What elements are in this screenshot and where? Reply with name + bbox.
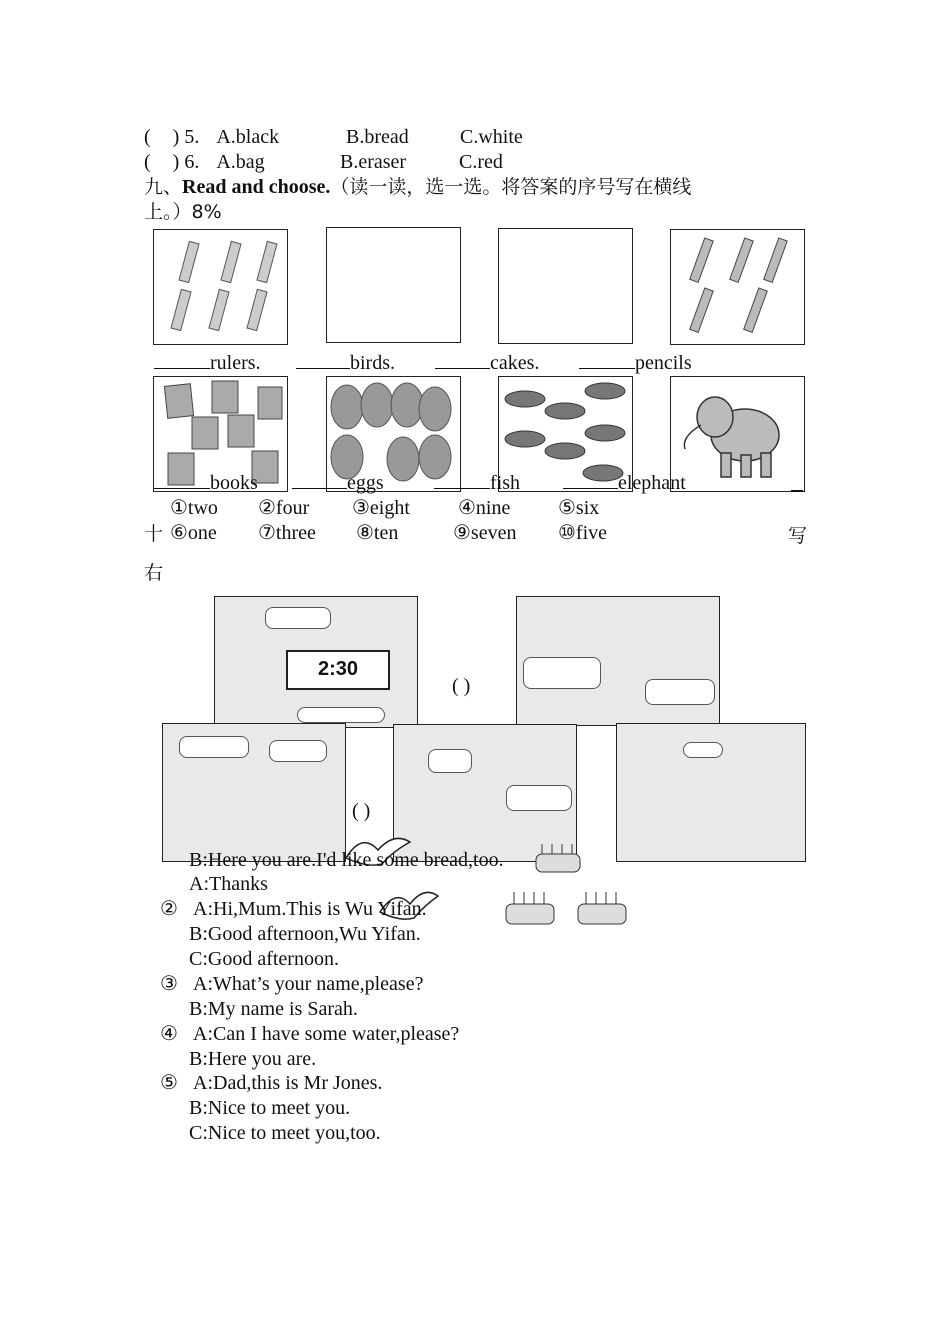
mc-6-option-b: B.eraser xyxy=(340,151,407,173)
mc-5-option-b: B.bread xyxy=(346,126,409,148)
cake-icon xyxy=(574,888,630,928)
dialog-2-line-b: B:Good afternoon,Wu Yifan. xyxy=(189,923,421,945)
scene-exchange-picture xyxy=(162,723,346,862)
speech-bubble xyxy=(428,749,472,773)
option-1: ①two xyxy=(170,497,218,519)
label-eggs: eggs xyxy=(292,470,384,495)
dialog-2-line-c: C:Good afternoon. xyxy=(189,948,339,970)
scene-cafe-picture xyxy=(516,596,720,726)
section-10-right-char: 写 xyxy=(788,525,808,547)
dialog-5-line-c: C:Nice to meet you,too. xyxy=(189,1122,381,1144)
option-8: ⑧ten xyxy=(356,522,399,544)
speech-bubble xyxy=(265,607,331,629)
mc-item-5: ( ) 5. A.black xyxy=(144,126,280,148)
mc-item-6: ( ) 6. A.bag xyxy=(144,151,265,173)
cake-icon xyxy=(502,888,558,928)
elephant-image xyxy=(671,377,804,491)
option-7: ⑦three xyxy=(258,522,316,544)
dialog-4-line-b: B:Here you are. xyxy=(189,1048,317,1070)
dialog-3-number: ③ xyxy=(160,973,178,995)
label-elephant-tail-line xyxy=(791,490,803,492)
rulers-image xyxy=(154,230,287,344)
label-books: books xyxy=(154,470,258,495)
option-4: ④nine xyxy=(458,497,511,519)
dialog-5-line-b: B:Nice to meet you. xyxy=(189,1097,351,1119)
cakes-picture-empty xyxy=(498,228,633,344)
speech-bubble xyxy=(683,742,723,758)
mc-6-option-c: C.red xyxy=(459,151,503,173)
dialog-2-number: ② xyxy=(160,898,178,920)
section-10-prefix: 十 xyxy=(144,523,164,545)
label-elephant: elephant xyxy=(563,470,686,495)
option-9: ⑨seven xyxy=(453,522,517,544)
cake-icon xyxy=(530,840,586,876)
rulers-picture xyxy=(153,229,288,345)
birds-picture-empty xyxy=(326,227,461,343)
speech-bubble xyxy=(297,707,385,723)
label-cakes: cakes. xyxy=(435,350,539,375)
speech-bubble xyxy=(506,785,572,811)
dialog-2-line-a: A:Hi,Mum.This is Wu Yifan. xyxy=(193,898,427,920)
elephant-picture xyxy=(670,376,805,492)
answer-paren-2: ( ) xyxy=(352,800,371,822)
mc-5-option-c: C.white xyxy=(460,126,523,148)
option-10: ⑩five xyxy=(558,522,608,544)
dialog-4-number: ④ xyxy=(160,1023,178,1045)
dialog-1-line-a: A:Thanks xyxy=(189,873,268,895)
dialog-3-line-b: B:My name is Sarah. xyxy=(189,998,358,1020)
label-pencils: pencils xyxy=(579,350,692,375)
answer-paren: ( ) xyxy=(452,675,471,697)
dialog-1-line-b: B:Here you are.I'd like some bread,too. xyxy=(189,849,504,871)
option-3: ③eight xyxy=(352,497,410,519)
label-rulers: rulers. xyxy=(154,350,261,375)
pencils-picture xyxy=(670,229,805,345)
label-birds: birds. xyxy=(296,350,395,375)
pencils-image xyxy=(671,230,804,344)
speech-bubble xyxy=(179,736,249,758)
speech-bubble xyxy=(269,740,327,762)
section-9-heading-cont: 上。）8% xyxy=(144,201,222,223)
clock-display: 2:30 xyxy=(286,650,390,690)
dialog-4-line-a: A:Can I have some water,please? xyxy=(193,1023,460,1045)
option-5: ⑤six xyxy=(558,497,600,519)
dialog-5-line-a: A:Dad,this is Mr Jones. xyxy=(193,1072,383,1094)
scene-meeting-picture xyxy=(616,723,806,862)
label-fish: fish xyxy=(434,470,520,495)
option-2: ②four xyxy=(258,497,310,519)
dialog-3-line-a: A:What’s your name,please? xyxy=(193,973,424,995)
speech-bubble xyxy=(645,679,715,705)
dialog-5-number: ⑤ xyxy=(160,1072,178,1094)
speech-bubble xyxy=(523,657,601,689)
section-10-line2: 右 xyxy=(144,562,164,584)
section-9-heading: 九、Read and choose.（读一读，选一选。将答案的序号写在横线 xyxy=(144,176,692,198)
option-6: ⑥one xyxy=(170,522,217,544)
